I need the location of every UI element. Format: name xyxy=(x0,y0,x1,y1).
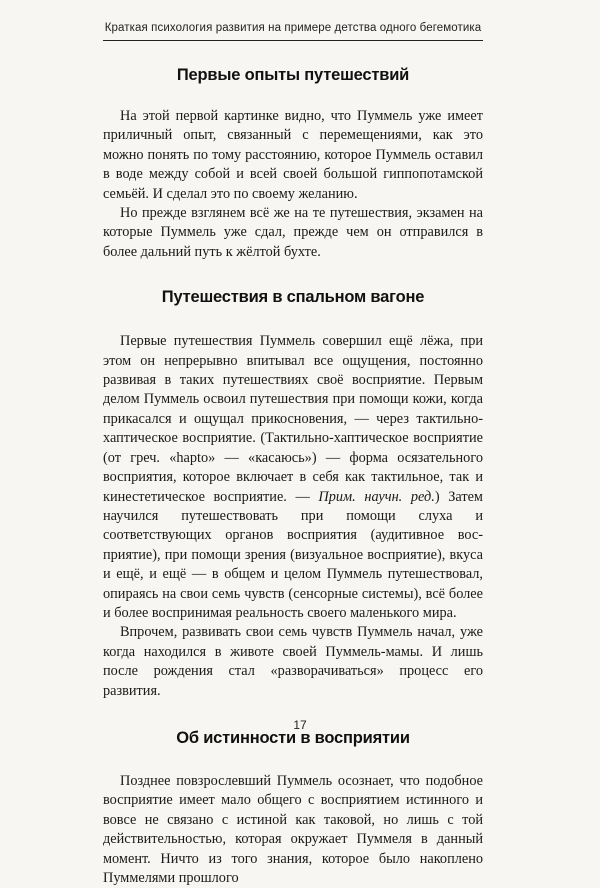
paragraph-text: Первые путешествия Пуммель совершил ещё лёжа, при этом он непрерывно впитывал все ощущения, постоянно развивая в таких путешествиях своё восприятие. Первым делом Пуммель освоил путешествия при помощи кожи, когда прикасался и ощущал прикосновения, — через тактильно-хаптическое восприятие. (Тактильно-хаптическое восприятие (от греч. «hapto» — «касаюсь») — форма осязательного восприятия, которое включает в себя как тактильное, так и кинестетическое восприятие. — xyxy=(103,333,483,505)
section-title-first-travels: Первые опыты путешествий xyxy=(176,66,410,84)
page-number: 17 xyxy=(293,718,307,732)
paragraph-text: ) Затем научился путешествовать при помощи слуха и соответствующих органов восприятия (аудитивное восприятие), при помощи зрения (визуальное восприятие), вкуса и ещё, и ещё — в общем и целом Пуммель путешествовал, опираясь на свои семь чувств (сенсорные системы), всё более и более воспринимая реальность своего маленького мира. xyxy=(103,488,483,621)
running-header: Краткая психология развития на примере детства одного бегемотика xyxy=(104,22,482,34)
paragraph: На этой первой картинке видно, что Пуммель уже имеет приличный опыт, связанный с перемещениями, как это можно понять по тому расстоянию, которое Пуммель оставил в воде между собой и всей своей большой гиппопотамской семьёй. И сделал это по своему желанию. xyxy=(103,108,483,202)
paragraph xyxy=(103,332,483,623)
editor-note: Прим. научн. ред. xyxy=(318,488,435,505)
section-title-truth-in-perception: Об истинности в восприятии xyxy=(176,728,410,747)
paragraph: Но прежде взглянем всё же на те путешествия, экзамен на которые Пуммель уже сдал, прежде чем он отправился в более дальний путь к жёлтой бухте. xyxy=(103,205,483,260)
header-rule xyxy=(103,40,483,41)
paragraph: Позднее повзрослевший Пуммель осознает, что подобное восприятие имеет мало общего с восприятием истинного и вовсе не связано с истиной как таковой, но лишь с той действительностью, которая окружает Пуммеля в данный момент. Ничто из того знания, которое было накоплено Пуммелями прошлого xyxy=(103,772,483,886)
page-body xyxy=(103,56,483,888)
section-title-sleeping-car: Путешествия в спальном вагоне xyxy=(161,288,425,307)
paragraph: Впрочем, развивать свои семь чувств Пуммель начал, уже когда находился в животе своей Пуммель-мамы. И лишь после рождения стал «разворачиваться» процесс его развития. xyxy=(103,624,483,699)
